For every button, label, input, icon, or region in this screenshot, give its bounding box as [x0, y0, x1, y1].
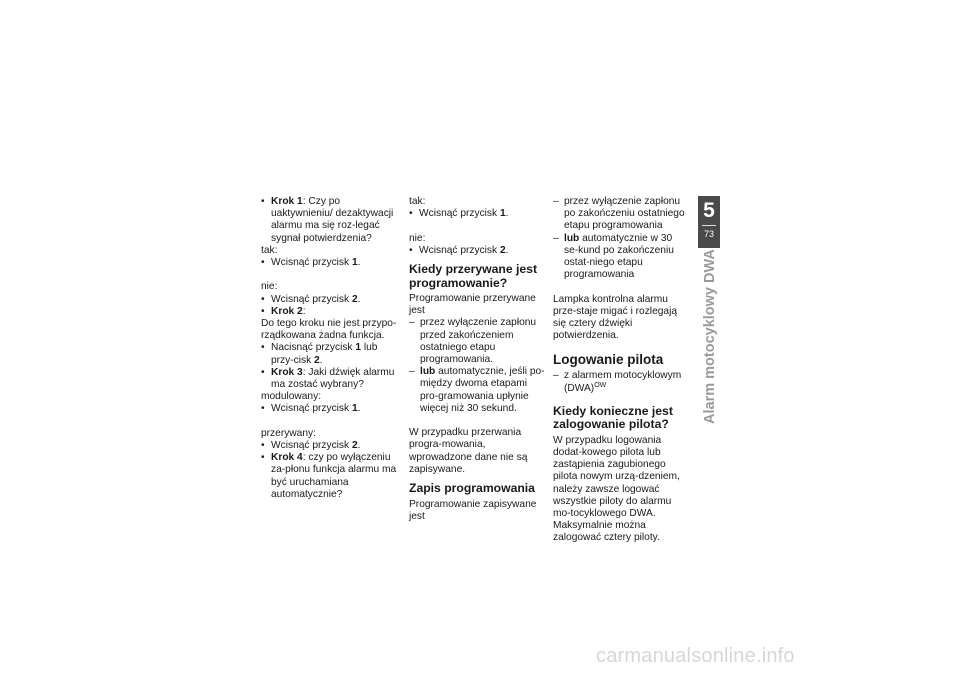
- button-number: 2: [314, 354, 320, 366]
- button-number: 1: [355, 342, 362, 354]
- interrupt-paragraph: W przypadku przerwania progra-mowania, wprowadzone dane nie są zapisywane.: [409, 427, 528, 475]
- instruction-text: Wcisnąć przycisk: [419, 208, 500, 220]
- login-paragraph: W przypadku logowania dodat-kowego pilota lub zastąpienia zagubionego pilota nowym urzą-dzeniem, należy zawsze logować wszystkie piloty do alarmu mo-tocyklowego DWA. Maksymalnie można zalogować cztery piloty.: [553, 434, 680, 544]
- option-modulated-label: modulowany:: [261, 391, 322, 403]
- option-yes-label: tak:: [409, 196, 426, 207]
- side-chapter-title-text: Alarm motocyklowy DWA: [702, 249, 718, 424]
- instruction-text: lub przy-cisk: [271, 342, 378, 366]
- no-instruction: • Wcisnąć przycisk 2.: [261, 293, 361, 305]
- dash-marker: –: [409, 366, 415, 378]
- button-number: 2: [351, 293, 358, 305]
- save-dash-item: [553, 196, 688, 233]
- watermark: carmanualsonline.info: [596, 645, 795, 667]
- step-2-description: Do tego kroku nie jest przypo-rządkowana żadna funkcja.: [261, 318, 397, 342]
- bullet-marker: •: [261, 257, 265, 269]
- step-1-item: [261, 196, 399, 245]
- button-number: 1: [351, 403, 358, 415]
- dash-marker: –: [553, 370, 559, 382]
- section-heading-save: Zapis programowania: [409, 481, 535, 496]
- bullet-marker: •: [261, 403, 265, 415]
- dash-item-bold: lub: [420, 366, 436, 378]
- save-intro: Programowanie zapisywane jest: [409, 498, 537, 522]
- instruction-text: Wcisnąć przycisk: [271, 293, 352, 305]
- save-dash-item: [553, 233, 688, 282]
- interrupt-intro: Programowanie przerywane jest: [409, 293, 536, 317]
- button-number: 2: [351, 440, 358, 452]
- instruction-text: Nacisnąć przycisk: [271, 342, 356, 354]
- bullet-marker: •: [261, 452, 265, 464]
- option-superscript: OW: [594, 381, 607, 389]
- instruction-text: Wcisnąć przycisk: [419, 244, 500, 256]
- confirmation-paragraph: Lampka kontrolna alarmu prze-staje migać i rozlegają się cztery dźwięki potwierdzenia.: [553, 293, 678, 342]
- option-intermittent-label: przerywany:: [261, 427, 316, 439]
- interrupt-dash-item: [409, 366, 545, 415]
- button-number: 2: [499, 244, 506, 256]
- bullet-marker: •: [261, 293, 265, 305]
- step-4-item: [261, 452, 399, 501]
- yes-instruction: • Wcisnąć przycisk 1.: [261, 257, 361, 269]
- option-no-label: nie:: [261, 281, 278, 293]
- bullet-marker: •: [261, 305, 265, 317]
- dash-item-text: automatycznie w 30 se-kund po zakończeniu ostat-niego etapu programowania: [564, 232, 674, 281]
- chapter-number: 5: [703, 199, 715, 222]
- bullet-marker: •: [409, 208, 413, 220]
- bullet-marker: •: [261, 196, 265, 207]
- step-1-text: : Czy po uaktywnieniu/ dezaktywacji alarmu ma się roz-legać sygnał potwierdzenia?: [271, 196, 394, 244]
- tab-divider: [702, 225, 716, 226]
- modulated-instruction: • Wcisnąć przycisk 1.: [261, 403, 361, 415]
- instruction-text: Wcisnąć przycisk: [271, 403, 352, 415]
- step-3-label: Krok 3: [271, 366, 303, 378]
- step-3-item: [261, 367, 399, 391]
- no-instruction: • Wcisnąć przycisk 2.: [409, 244, 509, 256]
- bullet-marker: •: [409, 244, 413, 256]
- dash-item-text: przez wyłączenie zapłonu po zakończeniu ostatniego etapu programowania: [564, 196, 685, 232]
- chapter-tab: [698, 196, 720, 248]
- dash-item-bold: lub: [564, 232, 580, 244]
- step-4-text: : czy po wyłączeniu za-płonu funkcja alarmu ma być uruchamiana automatycznie?: [271, 452, 397, 500]
- option-yes-label: tak:: [261, 244, 278, 256]
- step-2-instruction: • Nacisnąć przycisk 1 lub przy-cisk 2.: [261, 342, 378, 366]
- step-3-text: : Jaki dźwięk alarmu ma zostać wybrany?: [271, 366, 395, 391]
- remote-login-dash-item: [553, 370, 688, 394]
- column-1: [261, 196, 399, 501]
- section-heading-remote-login: Logowanie pilota: [553, 352, 664, 368]
- dash-item-text: przez wyłączenie zapłonu przed zakończeniem ostatniego etapu programowania.: [420, 317, 537, 366]
- bullet-marker: •: [261, 366, 265, 378]
- side-chapter-title: [698, 249, 720, 446]
- step-2-item: [261, 306, 399, 318]
- section-heading-interrupt: Kiedy przerywane jest programowanie?: [409, 262, 538, 290]
- column-3: [553, 196, 688, 545]
- bullet-marker: •: [261, 440, 265, 452]
- dash-marker: –: [553, 232, 559, 244]
- instruction-text: Wcisnąć przycisk: [271, 257, 352, 269]
- yes-instruction: • Wcisnąć przycisk 1.: [409, 208, 509, 220]
- step-1-label: Krok 1: [271, 196, 303, 207]
- dash-marker: –: [409, 317, 415, 329]
- dash-item-text: z alarmem motocyklowym (DWA): [564, 370, 682, 394]
- section-heading-when-login: Kiedy konieczne jest zalogowanie pilota?: [553, 403, 673, 432]
- intermittent-instruction: • Wcisnąć przycisk 2.: [261, 440, 361, 452]
- step-4-label: Krok 4: [271, 452, 303, 464]
- bullet-marker: •: [261, 342, 265, 354]
- dash-marker: –: [553, 196, 559, 207]
- step-2-text: :: [302, 305, 306, 317]
- instruction-text: Wcisnąć przycisk: [271, 440, 352, 452]
- interrupt-dash-item: [409, 317, 545, 366]
- option-no-label: nie:: [409, 232, 426, 244]
- page-number: 73: [703, 229, 714, 239]
- step-2-label: Krok 2: [271, 305, 303, 317]
- column-2: [409, 196, 545, 523]
- button-number: 1: [351, 257, 358, 269]
- dash-item-text: automatycznie, jeśli po-między dwoma etapami pro-gramowania upłynie więcej niż 30 sekund.: [420, 366, 545, 414]
- button-number: 1: [499, 208, 506, 220]
